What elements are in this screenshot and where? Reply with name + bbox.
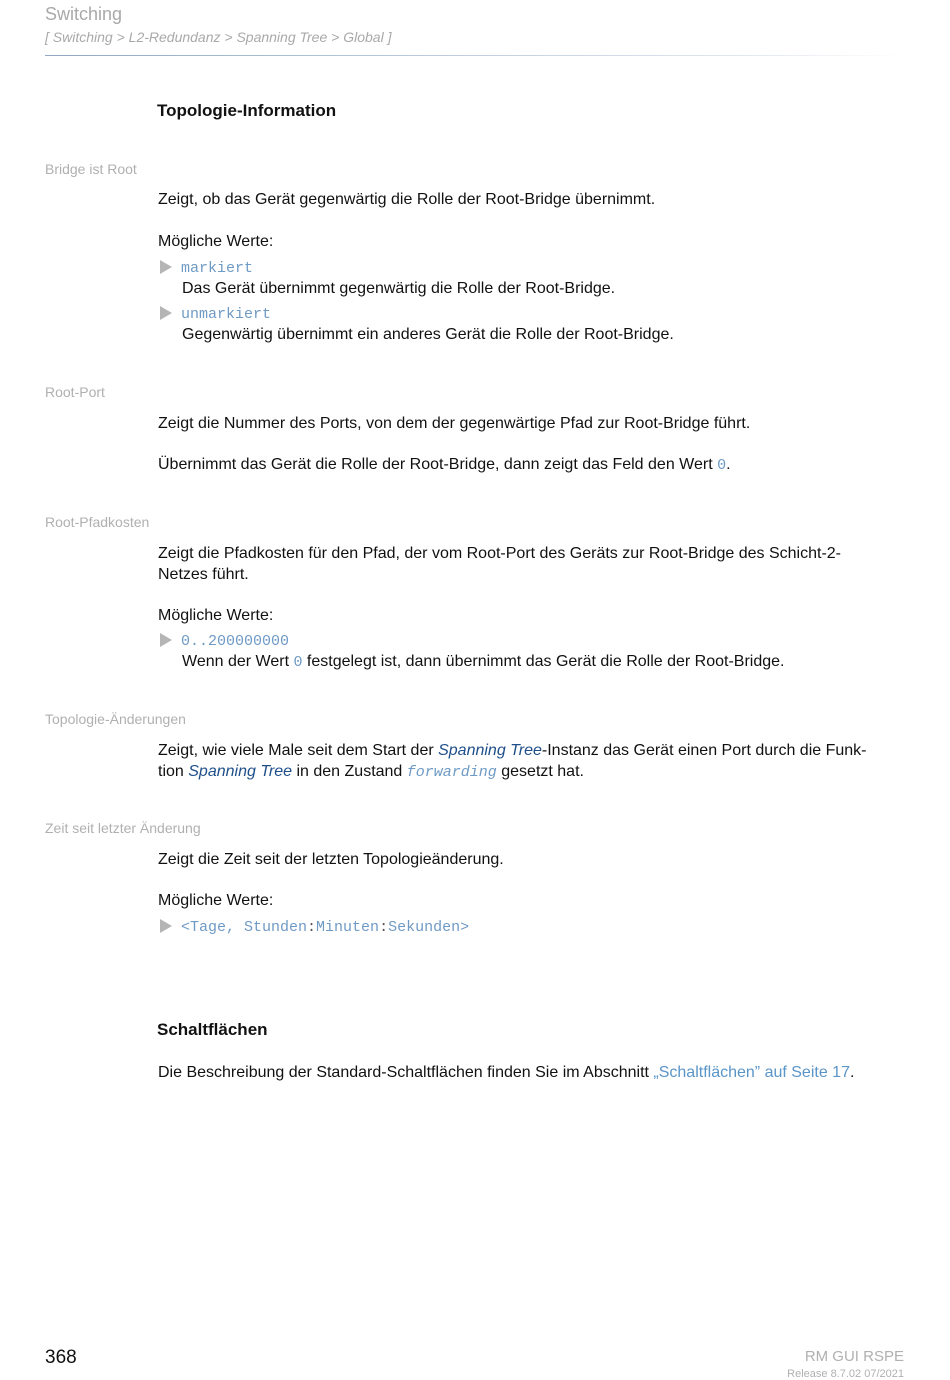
breadcrumb: [ Switching > L2-Redundanz > Spanning Tree > Global ] (45, 29, 392, 45)
list-item (160, 632, 289, 650)
page-header (45, 4, 905, 46)
buttons-description: Die Beschreibung der Standard-Schaltflächen finden Sie im Abschnitt „Schaltflächen” auf Seite 17. (158, 1064, 855, 1081)
field-label-time-since-change: Zeit seit letzter Änderung (45, 820, 201, 836)
section-heading-topology: Topologie-Information (157, 101, 337, 120)
root-port-note: Übernimmt das Gerät die Rolle der Root-Bridge, dann zeigt das Feld den Wert 0. (158, 456, 731, 474)
time-since-change-description: Zeigt die Zeit seit der letzten Topologieänderung. (158, 851, 504, 868)
value-description: Gegenwärtig übernimmt ein anderes Gerät die Rolle der Root-Bridge. (182, 326, 674, 343)
field-label-root-port: Root-Port (45, 384, 105, 400)
spanning-tree-link[interactable]: Spanning Tree (438, 742, 542, 759)
value-range: 0..200000000 (181, 633, 290, 650)
value-forwarding: forwarding (406, 764, 497, 781)
bullet-triangle-icon (160, 633, 172, 647)
header-divider (45, 55, 905, 56)
bullet-triangle-icon (160, 919, 172, 933)
buttons-section-link[interactable]: „Schaltflächen” auf Seite 17 (653, 1064, 850, 1081)
list-item (160, 305, 271, 323)
value-zero: 0 (293, 654, 303, 671)
value-zero: 0 (717, 457, 727, 474)
footer-info (787, 1348, 904, 1380)
value-description: Wenn der Wert 0 festgelegt ist, dann übernimmt das Gerät die Rolle der Root-Bridge. (182, 653, 785, 671)
spanning-tree-link[interactable]: Spanning Tree (188, 763, 293, 780)
topology-changes-description: Zeigt, wie viele Male seit dem Start der Spanning Tree-Instanz das Gerät einen Port durch die Funk- tion Spanning Tree in den Zustand forwarding gesetzt hat. (158, 742, 867, 781)
footer-product: RM GUI RSPE (804, 1348, 904, 1365)
bullet-triangle-icon (160, 306, 172, 320)
possible-values-label: Mögliche Werte: (158, 233, 274, 250)
chapter-title: Switching (45, 4, 123, 24)
section-heading-buttons: Schaltflächen (157, 1020, 268, 1039)
field-label-bridge-is-root: Bridge ist Root (45, 161, 137, 177)
field-label-topology-changes: Topologie-Änderungen (45, 711, 186, 727)
page-number: 368 (45, 1347, 77, 1368)
root-path-cost-description: Zeigt die Pfadkosten für den Pfad, der vom Root-Port des Geräts zur Root-Bridge des Schicht-2- Netzes führt. (158, 545, 841, 583)
possible-values-label: Mögliche Werte: (158, 892, 274, 909)
bullet-triangle-icon (160, 260, 172, 274)
possible-values-label: Mögliche Werte: (158, 607, 274, 624)
field-label-root-path-cost: Root-Pfadkosten (45, 514, 150, 530)
value-markiert: markiert (181, 260, 254, 277)
bridge-is-root-description: Zeigt, ob das Gerät gegenwärtig die Rolle der Root-Bridge übernimmt. (158, 191, 656, 208)
value-description: Das Gerät übernimmt gegenwärtig die Rolle der Root-Bridge. (182, 280, 616, 297)
root-port-description: Zeigt die Nummer des Ports, von dem der gegenwärtige Pfad zur Root-Bridge führt. (158, 415, 751, 432)
value-unmarkiert: unmarkiert (181, 306, 272, 323)
value-time-format: <Tage, Stunden:Minuten:Sekunden> (181, 919, 470, 936)
list-item (160, 259, 253, 277)
list-item (160, 918, 469, 936)
footer-release: Release 8.7.02 07/2021 (787, 1368, 904, 1380)
